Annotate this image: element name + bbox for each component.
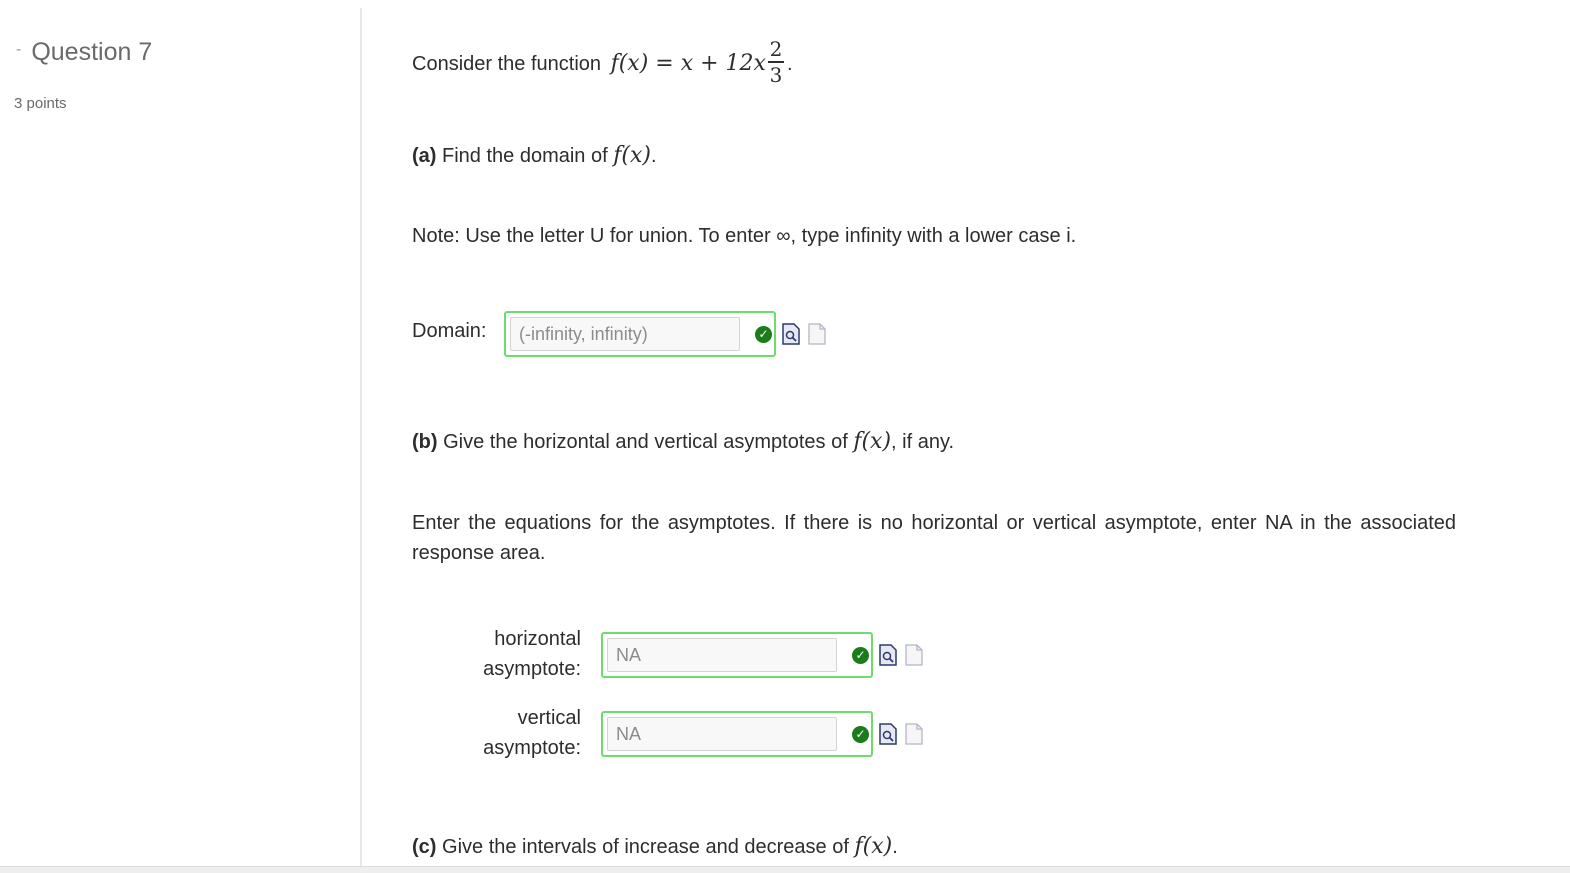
asymptote-instructions: Enter the equations for the asymptotes. If there is no horizontal or vertical asymptote, enter NA in the associated response area. [412,512,1456,564]
domain-answer-box [504,311,776,357]
document-icon[interactable] [905,723,923,745]
vertical-input[interactable] [607,717,837,751]
vertical-label-line2: asymptote: [483,737,581,759]
preview-icon[interactable] [782,323,800,345]
exponent-denominator: 3 [769,62,783,87]
part-a-text: Find the domain of [442,145,608,167]
document-icon[interactable] [905,644,923,666]
function-expression: f(x) = x + 12x [610,51,766,76]
domain-input[interactable] [510,317,740,351]
document-icon[interactable] [808,323,826,345]
preview-icon[interactable] [879,644,897,666]
part-a-fx: f(x) [613,143,651,168]
correct-check-icon: ✓ [755,326,772,343]
intro-text: Consider the function [412,53,602,75]
divider [360,8,362,866]
exponent-numerator: 2 [769,37,783,61]
question-title[interactable] [16,38,152,67]
part-b-suffix: , if any. [891,431,955,453]
note-text: Note: Use the letter U for union. To enter ∞, type infinity with a lower case i. [412,225,1077,247]
function-statement: Consider the function f(x) = x + 12x $\frac{2}{3}$ . [412,37,793,87]
vertical-asymptote-label [460,703,581,763]
part-c-fx: f(x) [854,834,893,859]
preview-icon[interactable] [879,723,897,745]
part-b-fx: f(x) [853,429,892,454]
part-c-text: Give the intervals of increase and decrease of [442,836,849,858]
vertical-label-line1: vertical [517,707,581,729]
vertical-answer-box [601,711,873,757]
part-c-label: (c) [412,836,437,858]
horizontal-label-line1: horizontal [494,628,581,650]
correct-check-icon: ✓ [852,647,869,664]
horizontal-input[interactable] [607,638,837,672]
horizontal-asymptote-label [460,624,581,684]
horizontal-answer [601,632,923,678]
domain-label: Domain: [412,320,487,342]
question-title-text: Question 7 [31,38,153,66]
part-a-label: (a) [412,145,437,167]
part-b-label: (b) [412,431,438,453]
horizontal-label-line2: asymptote: [483,658,581,680]
question-points: 3 points [14,95,67,112]
collapse-icon[interactable]: - [16,40,22,58]
correct-check-icon: ✓ [852,726,869,743]
part-a-prompt: (a) Find the domain of f(x). [412,143,657,168]
horizontal-answer-box [601,632,873,678]
vertical-answer [601,711,923,757]
exponent-fraction [768,38,784,86]
part-c-prompt: (c) Give the intervals of increase and decrease of f(x). [412,834,898,859]
part-b-prompt [412,429,954,454]
part-b-text: Give the horizontal and vertical asymptotes of [443,431,848,453]
question-sidebar [0,0,360,866]
domain-answer [504,311,826,357]
